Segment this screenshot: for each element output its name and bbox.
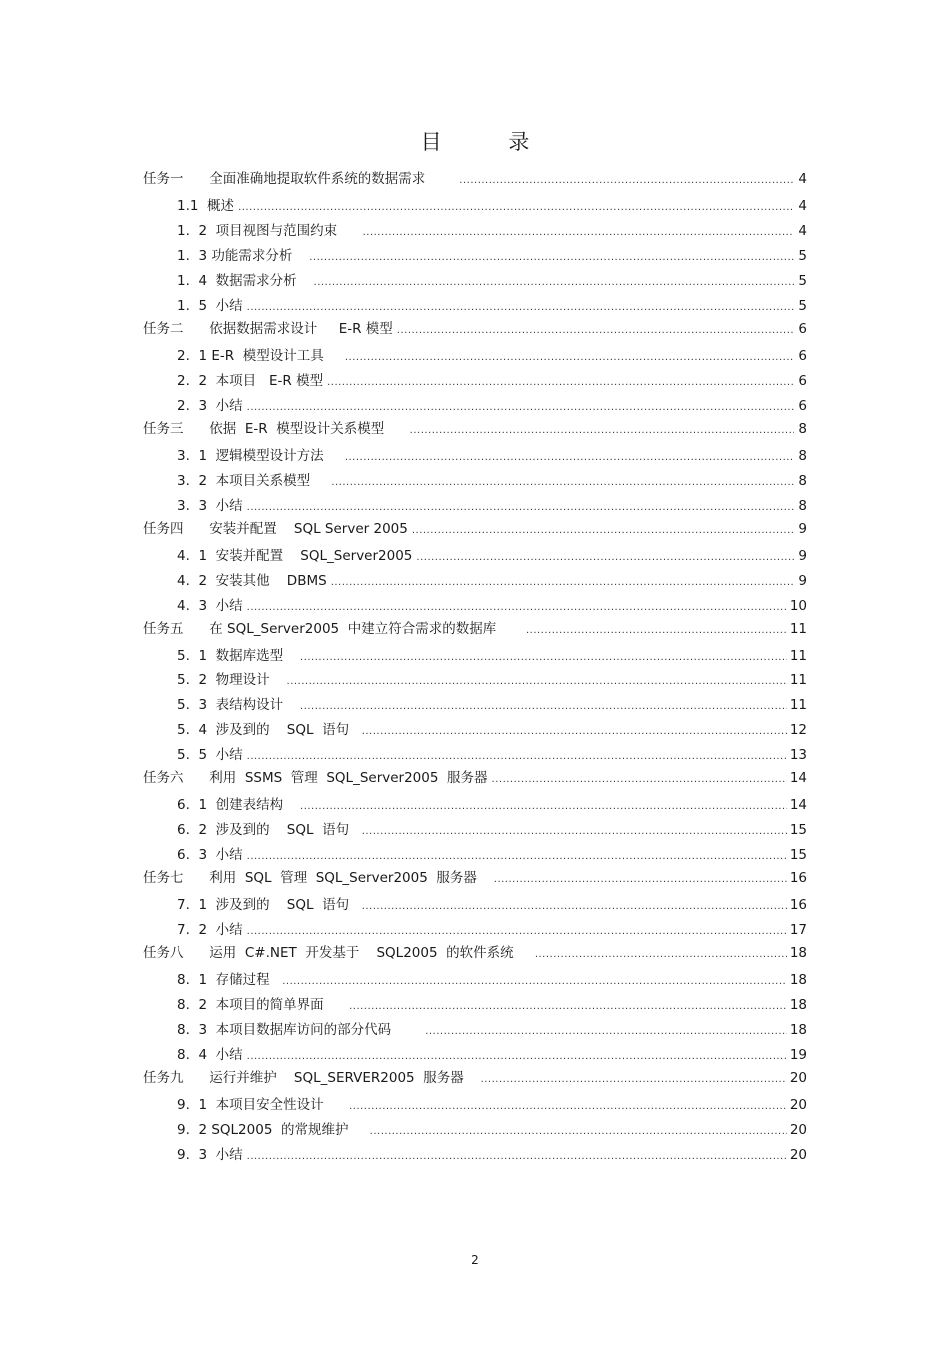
- toc-entry-page: 16: [789, 897, 807, 913]
- toc-leader-dots: [327, 375, 794, 391]
- toc-chapter-entry: [143, 321, 807, 339]
- toc-entry-page: 20: [789, 1122, 807, 1138]
- toc-entry-label: 任务四 安装并配置 SQL Server 2005: [143, 521, 408, 537]
- toc-section-entry: [177, 648, 807, 666]
- toc-entry-label: 1. 3 功能需求分析: [177, 248, 306, 264]
- toc-section-entry: [177, 298, 807, 316]
- toc-section-entry: [177, 1147, 807, 1165]
- toc-section-entry: [177, 473, 807, 491]
- toc-entry-page: 20: [789, 1097, 807, 1113]
- toc-leader-dots: [345, 350, 794, 366]
- toc-entry-page: 15: [789, 847, 807, 863]
- toc-entry-page: 14: [789, 770, 807, 786]
- toc-chapter-entry: [143, 521, 807, 539]
- toc-entry-label: 5. 2 物理设计: [177, 672, 283, 688]
- toc-entry-label: 2. 3 小结: [177, 398, 243, 414]
- toc-entry-page: 4: [798, 171, 807, 187]
- toc-section-entry: [177, 672, 807, 690]
- toc-entry-label: 9. 2 SQL2005 的常规维护: [177, 1122, 366, 1138]
- page-number: 2: [471, 1253, 479, 1267]
- toc-entry-label: 5. 3 表结构设计: [177, 697, 297, 713]
- toc-leader-dots: [247, 400, 794, 416]
- toc-chapter-entry: [143, 770, 807, 788]
- toc-entry-page: 12: [789, 722, 807, 738]
- toc-entry-label: 任务五 在 SQL_Server2005 中建立符合需求的数据库: [143, 621, 522, 637]
- toc-chapter-entry: [143, 621, 807, 639]
- toc-leader-dots: [247, 500, 794, 516]
- toc-entry-page: 19: [789, 1047, 807, 1063]
- toc-entry-label: 4. 2 安装其他 DBMS: [177, 573, 327, 589]
- toc-entry-label: 6. 3 小结: [177, 847, 243, 863]
- toc-section-entry: [177, 897, 807, 915]
- toc-leader-dots: [492, 772, 787, 788]
- toc-leader-dots: [362, 824, 787, 840]
- toc-leader-dots: [425, 1024, 787, 1040]
- toc-section-entry: [177, 398, 807, 416]
- toc-leader-dots: [345, 450, 794, 466]
- toc-section-entry: [177, 198, 807, 216]
- toc-leader-dots: [287, 674, 787, 690]
- toc-leader-dots: [412, 523, 794, 539]
- toc-section-entry: [177, 348, 807, 366]
- toc-section-entry: [177, 1047, 807, 1065]
- toc-entry-page: 9: [798, 573, 807, 589]
- toc-entry-page: 14: [789, 797, 807, 813]
- toc-section-entry: [177, 847, 807, 865]
- toc-entry-label: 1. 5 小结: [177, 298, 243, 314]
- toc-entry-label: 6. 1 创建表结构: [177, 797, 297, 813]
- toc-entry-label: 7. 2 小结: [177, 922, 243, 938]
- toc-entry-label: 任务二 依据数据需求设计 E-R 模型: [143, 321, 393, 337]
- toc-leader-dots: [526, 623, 787, 639]
- toc-section-entry: [177, 373, 807, 391]
- toc-entry-label: 2. 2 本项目 E-R 模型: [177, 373, 324, 389]
- toc-section-entry: [177, 1097, 807, 1115]
- toc-leader-dots: [459, 173, 794, 189]
- toc-entry-page: 20: [789, 1070, 807, 1086]
- toc-leader-dots: [309, 250, 794, 266]
- toc-entry-page: 5: [798, 298, 807, 314]
- toc-entry-label: 1. 2 项目视图与范围约束: [177, 223, 359, 239]
- toc-section-entry: [177, 922, 807, 940]
- toc-entry-page: 5: [798, 273, 807, 289]
- toc-entry-page: 6: [798, 348, 807, 364]
- toc-chapter-entry: [143, 945, 807, 963]
- toc-entry-page: 8: [798, 421, 807, 437]
- toc-entry-page: 18: [789, 945, 807, 961]
- toc-leader-dots: [247, 849, 787, 865]
- toc-entry-page: 11: [789, 648, 807, 664]
- toc-entry-label: 1. 4 数据需求分析: [177, 273, 310, 289]
- toc-leader-dots: [300, 799, 787, 815]
- toc-entry-label: 1.1 概述: [177, 198, 235, 214]
- toc-entry-page: 4: [798, 198, 807, 214]
- toc-leader-dots: [349, 1099, 787, 1115]
- toc-entry-label: 9. 1 本项目安全性设计: [177, 1097, 346, 1113]
- toc-leader-dots: [331, 575, 794, 591]
- toc-leader-dots: [362, 724, 787, 740]
- toc-leader-dots: [247, 749, 787, 765]
- toc-leader-dots: [362, 899, 787, 915]
- toc-section-entry: [177, 697, 807, 715]
- toc-section-entry: [177, 1122, 807, 1140]
- toc-entry-page: 18: [789, 972, 807, 988]
- toc-leader-dots: [370, 1124, 787, 1140]
- toc-section-entry: [177, 248, 807, 266]
- toc-section-entry: [177, 498, 807, 516]
- toc-entry-label: 6. 2 涉及到的 SQL 语句: [177, 822, 358, 838]
- toc-chapter-entry: [143, 1070, 807, 1088]
- toc-leader-dots: [410, 423, 794, 439]
- toc-entry-page: 8: [798, 448, 807, 464]
- toc-entry-page: 15: [789, 822, 807, 838]
- toc-entry-page: 6: [798, 321, 807, 337]
- toc-entry-label: 5. 1 数据库选型: [177, 648, 297, 664]
- toc-entry-page: 11: [789, 697, 807, 713]
- toc-leader-dots: [300, 699, 787, 715]
- toc-leader-dots: [331, 475, 794, 491]
- toc-title: 目 录: [420, 130, 560, 154]
- toc-section-entry: [177, 747, 807, 765]
- toc-leader-dots: [247, 924, 787, 940]
- toc-entry-label: 9. 3 小结: [177, 1147, 243, 1163]
- toc-section-entry: [177, 273, 807, 291]
- toc-section-entry: [177, 972, 807, 990]
- toc-entry-page: 11: [789, 621, 807, 637]
- toc-entry-page: 4: [798, 223, 807, 239]
- toc-section-entry: [177, 573, 807, 591]
- toc-leader-dots: [314, 275, 794, 291]
- toc-entry-page: 9: [798, 521, 807, 537]
- toc-entry-page: 13: [789, 747, 807, 763]
- toc-leader-dots: [363, 225, 794, 241]
- toc-entry-label: 任务九 运行并维护 SQL_SERVER2005 服务器: [143, 1070, 477, 1086]
- toc-entry-page: 8: [798, 498, 807, 514]
- toc-entry-label: 任务三 依据 E-R 模型设计关系模型: [143, 421, 406, 437]
- toc-entry-label: 任务六 利用 SSMS 管理 SQL_Server2005 服务器: [143, 770, 488, 786]
- toc-section-entry: [177, 997, 807, 1015]
- toc-leader-dots: [494, 872, 787, 888]
- toc-entry-page: 10: [789, 598, 807, 614]
- toc-entry-page: 20: [789, 1147, 807, 1163]
- toc-entry-label: 5. 5 小结: [177, 747, 243, 763]
- toc-entry-page: 6: [798, 373, 807, 389]
- toc-entry-page: 11: [789, 672, 807, 688]
- toc-section-entry: [177, 797, 807, 815]
- toc-leader-dots: [397, 323, 794, 339]
- toc-entry-label: 7. 1 涉及到的 SQL 语句: [177, 897, 358, 913]
- toc-entry-page: 16: [789, 870, 807, 886]
- toc-entry-label: 8. 4 小结: [177, 1047, 243, 1063]
- toc-entry-label: 2. 1 E-R 模型设计工具: [177, 348, 341, 364]
- toc-leader-dots: [238, 200, 794, 216]
- toc-leader-dots: [247, 600, 787, 616]
- toc-chapter-entry: [143, 870, 807, 888]
- toc-entry-page: 9: [798, 548, 807, 564]
- toc-section-entry: [177, 722, 807, 740]
- toc-entry-label: 4. 1 安装并配置 SQL_Server2005: [177, 548, 413, 564]
- toc-entry-page: 18: [789, 997, 807, 1013]
- toc-leader-dots: [349, 999, 787, 1015]
- toc-entry-label: 8. 1 存储过程: [177, 972, 279, 988]
- toc-leader-dots: [282, 974, 787, 990]
- toc-entry-label: 任务八 运用 C#.NET 开发基于 SQL2005 的软件系统: [143, 945, 531, 961]
- toc-leader-dots: [300, 650, 787, 666]
- toc-chapter-entry: [143, 171, 807, 189]
- toc-entry-label: 任务一 全面准确地提取软件系统的数据需求: [143, 171, 456, 187]
- toc-entry-page: 5: [798, 248, 807, 264]
- toc-entry-label: 8. 2 本项目的简单界面: [177, 997, 346, 1013]
- toc-chapter-entry: [143, 421, 807, 439]
- toc-leader-dots: [247, 1049, 787, 1065]
- toc-entry-label: 3. 1 逻辑模型设计方法: [177, 448, 341, 464]
- toc-leader-dots: [481, 1072, 787, 1088]
- toc-leader-dots: [247, 1149, 787, 1165]
- toc-entry-page: 8: [798, 473, 807, 489]
- toc-entry-label: 任务七 利用 SQL 管理 SQL_Server2005 服务器: [143, 870, 490, 886]
- toc-section-entry: [177, 822, 807, 840]
- toc-section-entry: [177, 548, 807, 566]
- toc-entry-label: 3. 3 小结: [177, 498, 243, 514]
- toc-section-entry: [177, 598, 807, 616]
- toc-entry-page: 18: [789, 1022, 807, 1038]
- toc-section-entry: [177, 1022, 807, 1040]
- toc-section-entry: [177, 448, 807, 466]
- toc-entry-label: 4. 3 小结: [177, 598, 243, 614]
- toc-leader-dots: [535, 947, 787, 963]
- toc-leader-dots: [247, 300, 794, 316]
- toc-entry-label: 3. 2 本项目关系模型: [177, 473, 328, 489]
- toc-section-entry: [177, 223, 807, 241]
- toc-entry-page: 6: [798, 398, 807, 414]
- toc-entry-label: 8. 3 本项目数据库访问的部分代码: [177, 1022, 422, 1038]
- toc-entry-label: 5. 4 涉及到的 SQL 语句: [177, 722, 358, 738]
- toc-leader-dots: [416, 550, 794, 566]
- toc-entry-page: 17: [789, 922, 807, 938]
